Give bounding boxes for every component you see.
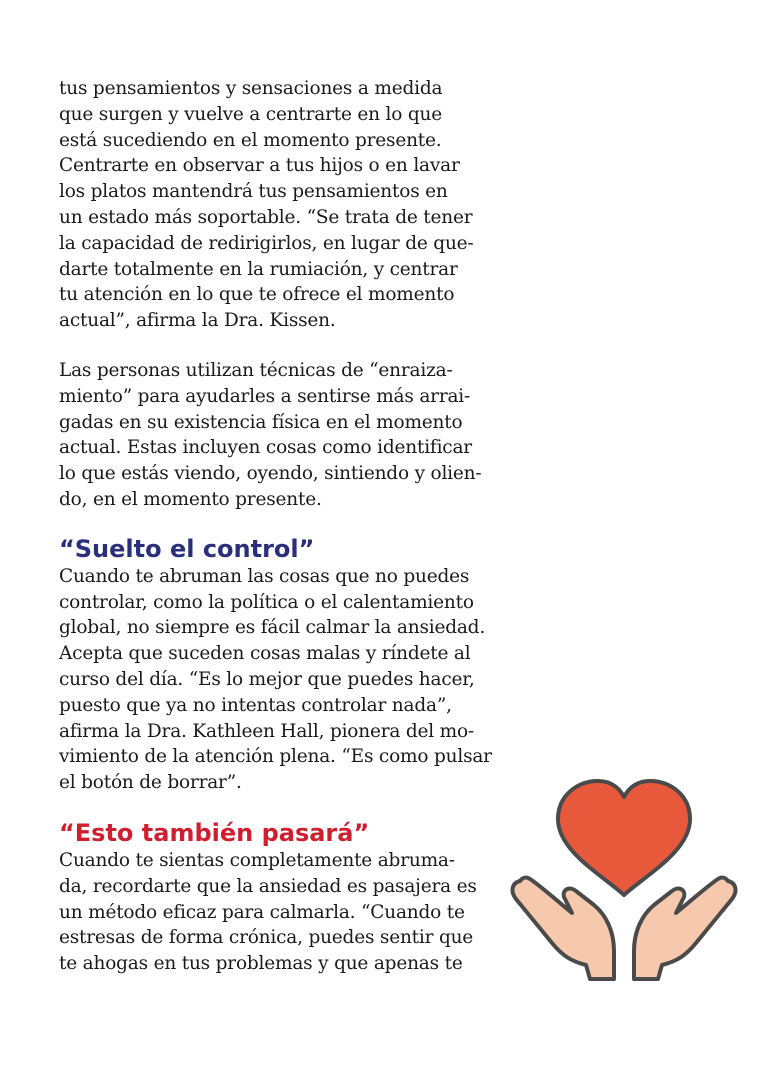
text-line: tu atención en lo que te ofrece el momento <box>59 284 455 306</box>
section-heading-suelto-el-control: “Suelto el control” <box>59 534 315 563</box>
text-line: Cuando te abruman las cosas que no puedes <box>59 565 470 587</box>
text-line: un método eficaz para calmarla. “Cuando te <box>59 901 465 923</box>
text-line: Acepta que suceden cosas malas y ríndete al <box>59 643 471 665</box>
text-line: do, en el momento presente. <box>59 488 322 510</box>
text-line: vimiento de la atención plena. “Es como pulsar <box>59 746 492 768</box>
text-line: la capacidad de redirigirlos, en lugar de que- <box>59 232 474 254</box>
text-line: curso del día. “Es lo mejor que puedes hacer, <box>59 668 475 690</box>
text-line: actual. Estas incluyen cosas como identificar <box>59 437 472 459</box>
text-line: Centrarte en observar a tus hijos o en lavar <box>59 155 460 177</box>
heart-shape <box>558 781 690 895</box>
text-line: actual”, afirma la Dra. Kissen. <box>59 310 336 332</box>
section-1-body <box>59 564 509 796</box>
text-line: tus pensamientos y sensaciones a medida <box>59 78 443 99</box>
text-line: controlar, como la política o el calentamiento <box>59 591 474 613</box>
text-line: Cuando te sientas completamente abruma- <box>59 849 455 871</box>
text-line: te ahogas en tus problemas y que apenas te <box>59 953 463 975</box>
right-hand <box>634 878 735 979</box>
text-line: miento” para ayudarles a sentirse más arrai- <box>59 385 471 407</box>
paragraph-spacer <box>59 334 509 358</box>
section-2-body <box>59 848 509 977</box>
text-line: puesto que ya no intentas controlar nada”, <box>59 694 452 716</box>
text-line: Las personas utilizan técnicas de “enraiza- <box>59 359 453 381</box>
text-line: estresas de forma crónica, puedes sentir que <box>59 927 474 949</box>
text-line: un estado más soportable. “Se trata de tener <box>59 206 473 228</box>
paragraph-2 <box>59 358 509 513</box>
text-line: gadas en su existencia física en el momento <box>59 411 463 433</box>
text-line: darte totalmente en la rumiación, y centrar <box>59 258 458 280</box>
text-line: que surgen y vuelve a centrarte en lo que <box>59 103 443 125</box>
left-hand <box>513 878 614 979</box>
heart-in-hands-icon <box>506 775 742 985</box>
section-heading-esto-tambien-pasara: “Esto también pasará” <box>59 818 370 847</box>
text-line: afirma la Dra. Kathleen Hall, pionera del mo- <box>59 720 474 742</box>
text-line: está sucediendo en el momento presente. <box>59 129 442 151</box>
text-line: lo que estás viendo, oyendo, sintiendo y olien- <box>59 463 482 485</box>
text-line: los platos mantendrá tus pensamientos en <box>59 181 448 203</box>
paragraph-1 <box>59 76 509 334</box>
text-line: el botón de borrar”. <box>59 772 242 794</box>
text-line: da, recordarte que la ansiedad es pasajera es <box>59 875 477 897</box>
text-line: global, no siempre es fácil calmar la ansiedad. <box>59 617 486 639</box>
article-column <box>59 76 509 977</box>
